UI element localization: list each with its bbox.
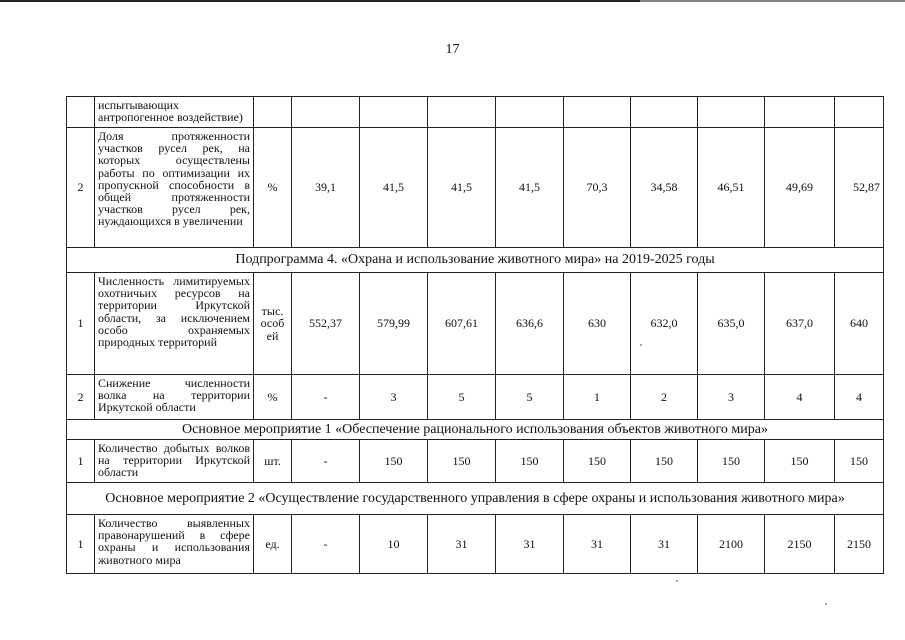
table-row [67,375,884,420]
value-cell: - [292,375,360,420]
scan-speck [676,580,678,582]
subprogram-title: Подпрограмма 4. «Охрана и использование животного мира» на 2019-2025 годы [67,248,884,273]
value-cell [631,97,698,128]
value-cell: 150 [698,440,765,483]
value-cell: - [292,515,360,574]
section-row [67,483,884,515]
value-cell: 2 [631,375,698,420]
value-cell: 39,1 [292,128,360,248]
value-cell: 41,5 [496,128,564,248]
row-number-cell: 2 [67,128,95,248]
value-cell [496,97,564,128]
value-cell: 150 [360,440,428,483]
value-cell: 2100 [698,515,765,574]
row-number-cell: 2 [67,375,95,420]
row-number-cell: 1 [67,515,95,574]
value-cell: 10 [360,515,428,574]
indicators-table [66,96,884,574]
value-cell: 150 [564,440,631,483]
indicator-name-cell: испытывающих антропогенное воздействие) [95,97,254,128]
value-cell: 3 [360,375,428,420]
section-row [67,248,884,273]
main-activity-title: Основное мероприятие 1 «Обеспечение рационального использования объектов животного мира» [67,420,884,440]
value-cell: 46,51 [698,128,765,248]
value-cell: 41,5 [428,128,496,248]
table-row [67,515,884,574]
value-cell: 150 [631,440,698,483]
value-cell: 632,0 [631,273,698,375]
table-row [67,128,884,248]
value-cell: 2150 [765,515,835,574]
value-cell: 579,99 [360,273,428,375]
value-cell: 607,61 [428,273,496,375]
value-cell: 70,3 [564,128,631,248]
scan-speck [825,603,827,605]
value-cell: 5 [496,375,564,420]
scan-top-edge [0,0,640,2]
indicator-name-cell: Количество выявленных правонарушений в сфере охраны и использования животного мира [95,515,254,574]
value-cell: - [292,440,360,483]
value-cell: 150 [428,440,496,483]
value-cell [835,97,884,128]
value-cell: 5 [428,375,496,420]
row-number-cell [67,97,95,128]
value-cell: 31 [428,515,496,574]
value-cell: 150 [496,440,564,483]
value-cell: 4 [835,375,884,420]
value-cell: 3 [698,375,765,420]
unit-cell: шт. [254,440,292,483]
value-cell: 1 [564,375,631,420]
scan-top-edge [640,0,905,2]
table-row [67,273,884,375]
value-cell: 31 [496,515,564,574]
value-cell: 49,69 [765,128,835,248]
table-row [67,97,884,128]
value-cell: 636,6 [496,273,564,375]
scan-speck [640,344,642,346]
value-cell: 150 [765,440,835,483]
value-cell: 630 [564,273,631,375]
value-cell: 31 [631,515,698,574]
value-cell: 52,87 [835,128,884,248]
table-row [67,440,884,483]
value-cell: 31 [564,515,631,574]
value-cell: 150 [835,440,884,483]
value-cell: 637,0 [765,273,835,375]
unit-cell: ед. [254,515,292,574]
indicator-name-cell: Количество добытых волков на территории Иркутской области [95,440,254,483]
value-cell [765,97,835,128]
indicator-name-cell: Снижение численности волка на территории Иркутской области [95,375,254,420]
value-cell: 41,5 [360,128,428,248]
value-cell: 4 [765,375,835,420]
main-activity-title: Основное мероприятие 2 «Осуществление государственного управления в сфере охраны и использования животного мира» [67,483,884,515]
value-cell [698,97,765,128]
value-cell [428,97,496,128]
indicator-name-cell: Численность лимитируемых охотничьих ресурсов на территории Иркутской области, за исключением особо охраняемых природных территорий [95,273,254,375]
value-cell: 552,37 [292,273,360,375]
unit-cell: % [254,375,292,420]
unit-cell: % [254,128,292,248]
value-cell: 34,58 [631,128,698,248]
value-cell [360,97,428,128]
row-number-cell: 1 [67,440,95,483]
page-number: 17 [445,42,460,57]
row-number-cell: 1 [67,273,95,375]
value-cell: 635,0 [698,273,765,375]
unit-cell: тыс. особ ей [254,273,292,375]
value-cell: 640 [835,273,884,375]
value-cell [564,97,631,128]
unit-cell [254,97,292,128]
value-cell [292,97,360,128]
value-cell: 2150 [835,515,884,574]
section-row [67,420,884,440]
indicator-name-cell: Доля протяженности участков русел рек, на которых осуществлены работы по оптимизации их пропускной способности в общей протяженности участков русел рек, нуждающихся в увеличении [95,128,254,248]
